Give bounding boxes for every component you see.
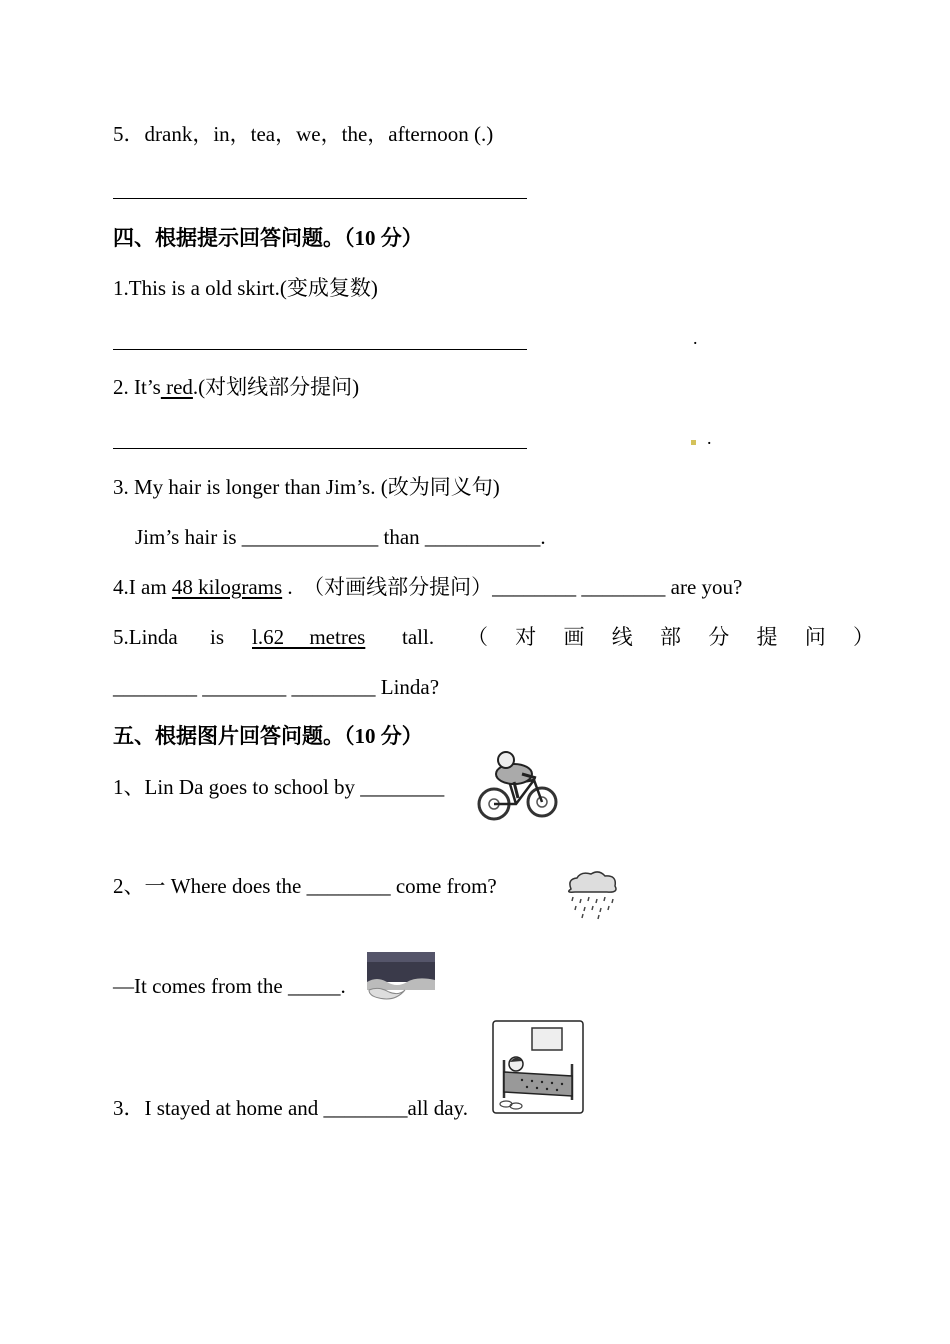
section3-question-5: 5．drank，in，tea，we，the，afternoon (.) [113,122,494,146]
section4-question-2 [113,377,359,398]
q2-prefix: 2. It’s [113,375,161,399]
q4-prefix: 4.I am [113,575,172,599]
section4-question-1: 1.This is a old skirt.(变成复数) [113,276,378,300]
answer-line[interactable] [113,448,527,449]
section5-question-1: 1、Lin Da goes to school by ________ [113,775,445,799]
section4-question-3-answer: Jim’s hair is _____________ than ___________. [135,525,546,549]
section4-question-5-hint: （ 对 画 线 部 分 提 问 ） [467,625,885,649]
section4-question-3: 3. My hair is longer than Jim’s. (改为同义句) [113,475,500,499]
rain-cloud-icon [563,869,621,921]
sick-in-bed-icon [492,1020,584,1114]
section4-question-5-b: is [210,625,225,649]
section4-question-4 [113,577,742,598]
section5-question-2b: —It comes from the _____. [113,974,346,998]
section5-question-3: 3．I stayed at home and ________all day. [113,1096,468,1120]
sea-waves-icon [365,950,439,1004]
section4-question-5-underlined: l.62 metres [252,625,366,649]
stray-dot: . [707,428,712,448]
bicycle-rider-icon [474,750,566,824]
section4-question-5-c: tall. [402,625,435,649]
q2-suffix: .(对划线部分提问) [192,375,360,399]
answer-line[interactable] [113,349,527,350]
stray-mark [691,440,696,445]
q4-suffix: . （对画线部分提问）________ ________ are you? [282,575,743,599]
q2-underlined-word: red [160,375,193,399]
stray-dot: . [693,328,698,348]
section4-question-5-a: 5.Linda [113,625,178,649]
section4-question-5-answer: ________ ________ ________ Linda? [113,675,440,699]
q4-underlined: 48 kilograms [171,575,283,599]
section5-question-2a: 2、一 Where does the ________ come from? [113,874,497,898]
section4-title: 四、根据提示回答问题。（10 分） [113,226,423,250]
section5-title: 五、根据图片回答问题。（10 分） [113,724,423,748]
answer-line[interactable] [113,198,527,199]
